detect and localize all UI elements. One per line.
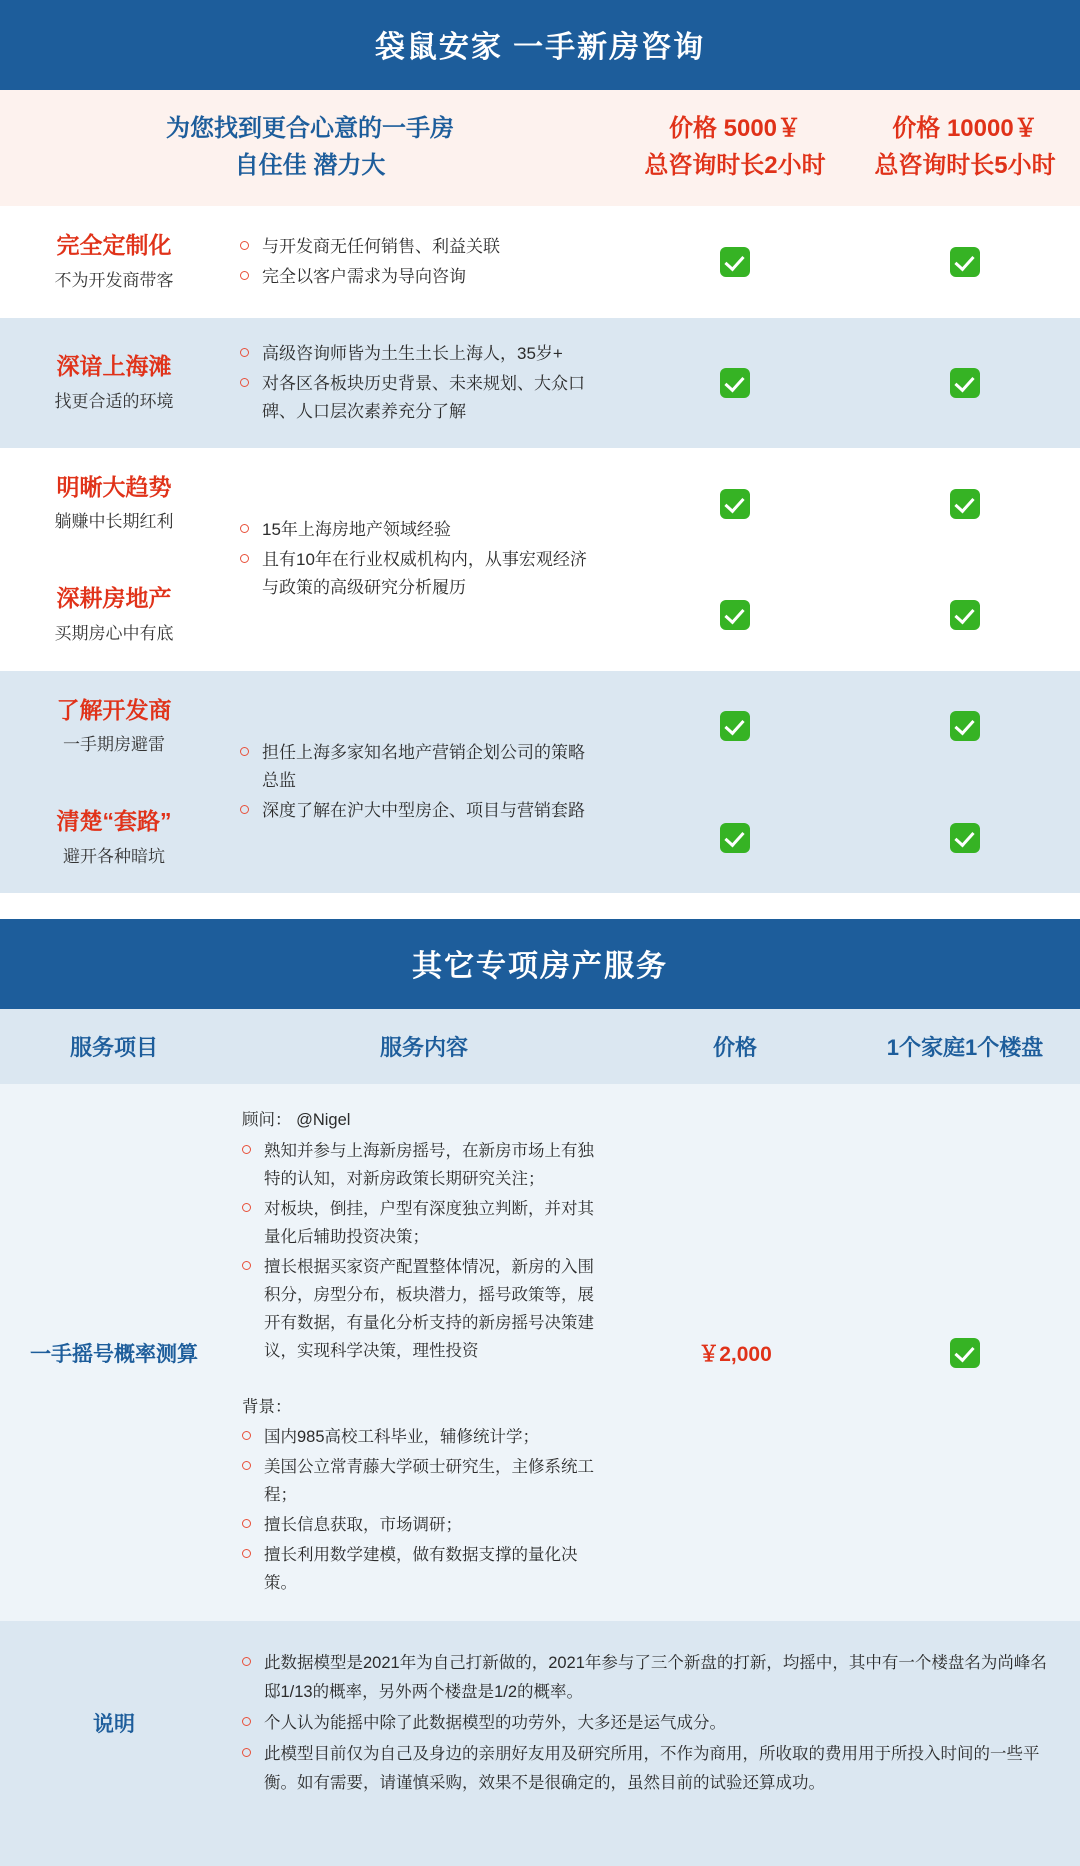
bullet-item: 此模型目前仅为自己及身边的亲朋好友用及研究所用，不作为商用，所收取的费用用于所投入时间的一些平衡。如有需要，请谨慎采购，效果不是很确定的，虽然目前的试验还算成功。: [240, 1740, 1058, 1798]
bullet-item: 此数据模型是2021年为自己打新做的，2021年参与了三个新盘的打新，均摇中，其中有一个楼盘名为尚峰名邸1/13的概率，另外两个楼盘是1/2的概率。: [240, 1649, 1058, 1707]
bullet-item: 个人认为能摇中除了此数据模型的功劳外，大多还是运气成分。: [240, 1709, 1058, 1738]
plan-2-included: [850, 206, 1080, 317]
bullet-item: 擅长根据买家资产配置整体情况，新房的入围积分，房型分布，板块潜力，摇号政策等，展开有数据，有量化分析支持的新房摇号决策建议，实现科学决策，理性投资: [240, 1253, 598, 1365]
plan-2-price: 价格 10000￥: [892, 115, 1038, 142]
feature-description: [228, 206, 620, 317]
feature-subtitle: 不为开发商带客: [54, 270, 174, 290]
plan-1-price: 价格 5000￥: [668, 115, 802, 142]
bullet-item: 擅长信息获取，市场调研；: [240, 1511, 598, 1539]
service-row: [0, 1084, 1080, 1621]
bullet-item: 且有10年在行业权威机构内，从事宏观经济与政策的高级研究分析履历: [238, 546, 598, 602]
feature-subtitle: 买期房心中有底: [54, 623, 174, 643]
service-price: ￥2,000: [620, 1084, 850, 1621]
bullet-item: 担任上海多家知名地产营销企划公司的策略总监: [238, 739, 598, 795]
background-label: 背景：: [242, 1397, 292, 1416]
bullet-item: 深度了解在沪大中型房企、项目与营销套路: [238, 797, 598, 825]
feature-subtitle: 躺赚中长期红利: [54, 512, 174, 532]
header-plan-2: [850, 90, 1080, 206]
consultant-line: 顾问： @Nigel: [242, 1111, 351, 1130]
check-icon: [720, 823, 750, 853]
feature-description-merged: [228, 448, 620, 671]
bullet-item: 国内985高校工科毕业，辅修统计学；: [240, 1423, 598, 1451]
content-spacer: [240, 1367, 598, 1393]
bullet-item: 完全以客户需求为导向咨询: [238, 263, 598, 291]
note-label: 说明: [0, 1621, 228, 1825]
check-icon: [950, 600, 980, 630]
table-row: [0, 206, 1080, 317]
bullet-item: 对板块，倒挂，户型有深度独立判断，并对其量化后辅助投资决策；: [240, 1195, 598, 1251]
check-icon: [950, 711, 980, 741]
bullet-item: 对各区各板块历史背景、未来规划、大众口碑、人口层次素养充分了解: [238, 370, 598, 426]
feature-cell: [0, 318, 228, 448]
bullet-item: 熟知并参与上海新房摇号，在新房市场上有独特的认知，对新房政策长期研究关注；: [240, 1137, 598, 1193]
column-header-service-content: 服务内容: [228, 1009, 620, 1084]
service-family-included: [850, 1084, 1080, 1621]
feature-description: [228, 318, 620, 448]
feature-subtitle: 避开各种暗坑: [63, 846, 165, 866]
plan-2-included: [850, 559, 1080, 670]
feature-cell: [0, 782, 228, 893]
banner-title-primary: 袋鼠安家 一手新房咨询: [0, 0, 1080, 90]
check-icon: [950, 489, 980, 519]
check-icon: [950, 368, 980, 398]
plan-1-included: [620, 782, 850, 893]
column-header-price: 价格: [620, 1009, 850, 1084]
table-row: [0, 671, 1080, 782]
section-divider: [0, 893, 1080, 919]
plan-1-included: [620, 318, 850, 448]
plan-1-duration: 总咨询时长2小时: [644, 152, 826, 180]
banner-title-secondary: 其它专项房产服务: [0, 919, 1080, 1009]
bullet-item: 与开发商无任何销售、利益关联: [238, 233, 598, 261]
lead-line-2: 自住佳 潜力大: [234, 152, 386, 180]
check-icon: [720, 489, 750, 519]
plan-1-included: [620, 671, 850, 782]
note-content: [228, 1621, 1080, 1825]
service-content: [228, 1084, 620, 1621]
table-row: [0, 318, 1080, 448]
check-icon: [950, 247, 980, 277]
feature-title: 清楚“套路”: [56, 808, 172, 835]
feature-title: 完全定制化: [56, 232, 172, 259]
lead-line-1: 为您找到更合心意的一手房: [166, 115, 454, 142]
bullet-item: 美国公立常青藤大学硕士研究生，主修系统工程；: [240, 1453, 598, 1509]
plan-1-included: [620, 448, 850, 559]
plan-2-included: [850, 782, 1080, 893]
bottom-filler: [0, 1826, 1080, 1866]
column-header-family: 1个家庭1个楼盘: [850, 1009, 1080, 1084]
consulting-plans-table: [0, 90, 1080, 893]
note-row: [0, 1621, 1080, 1825]
feature-title: 了解开发商: [56, 696, 172, 723]
check-icon: [720, 600, 750, 630]
plan-2-included: [850, 671, 1080, 782]
other-services-table: [0, 1009, 1080, 1825]
feature-cell: [0, 448, 228, 559]
table-row: [0, 448, 1080, 559]
plan-2-included: [850, 318, 1080, 448]
plan-1-included: [620, 206, 850, 317]
check-icon: [950, 823, 980, 853]
check-icon: [950, 1338, 980, 1368]
column-header-service-name: 服务项目: [0, 1009, 228, 1084]
service-name: 一手摇号概率测算: [0, 1084, 228, 1621]
header-plan-1: [620, 90, 850, 206]
table-header-row: [0, 90, 1080, 206]
feature-cell: [0, 206, 228, 317]
check-icon: [720, 368, 750, 398]
bullet-item: 高级咨询师皆为土生土长上海人，35岁+: [238, 340, 598, 368]
feature-description-merged: [228, 671, 620, 894]
services-header-row: [0, 1009, 1080, 1084]
feature-cell: [0, 559, 228, 670]
plan-1-included: [620, 559, 850, 670]
feature-cell: [0, 671, 228, 782]
check-icon: [720, 247, 750, 277]
bullet-item: 15年上海房地产领域经验: [238, 516, 598, 544]
feature-subtitle: 找更合适的环境: [54, 391, 174, 411]
check-icon: [720, 711, 750, 741]
feature-title: 明晰大趋势: [56, 473, 172, 500]
header-lead-cell: [0, 90, 620, 206]
feature-title: 深耕房地产: [56, 585, 172, 612]
bullet-item: 擅长利用数学建模，做有数据支撑的量化决策。: [240, 1541, 598, 1597]
plan-2-duration: 总咨询时长5小时: [874, 152, 1056, 180]
feature-subtitle: 一手期房避雷: [63, 735, 165, 755]
plan-2-included: [850, 448, 1080, 559]
feature-title: 深谙上海滩: [56, 353, 172, 380]
